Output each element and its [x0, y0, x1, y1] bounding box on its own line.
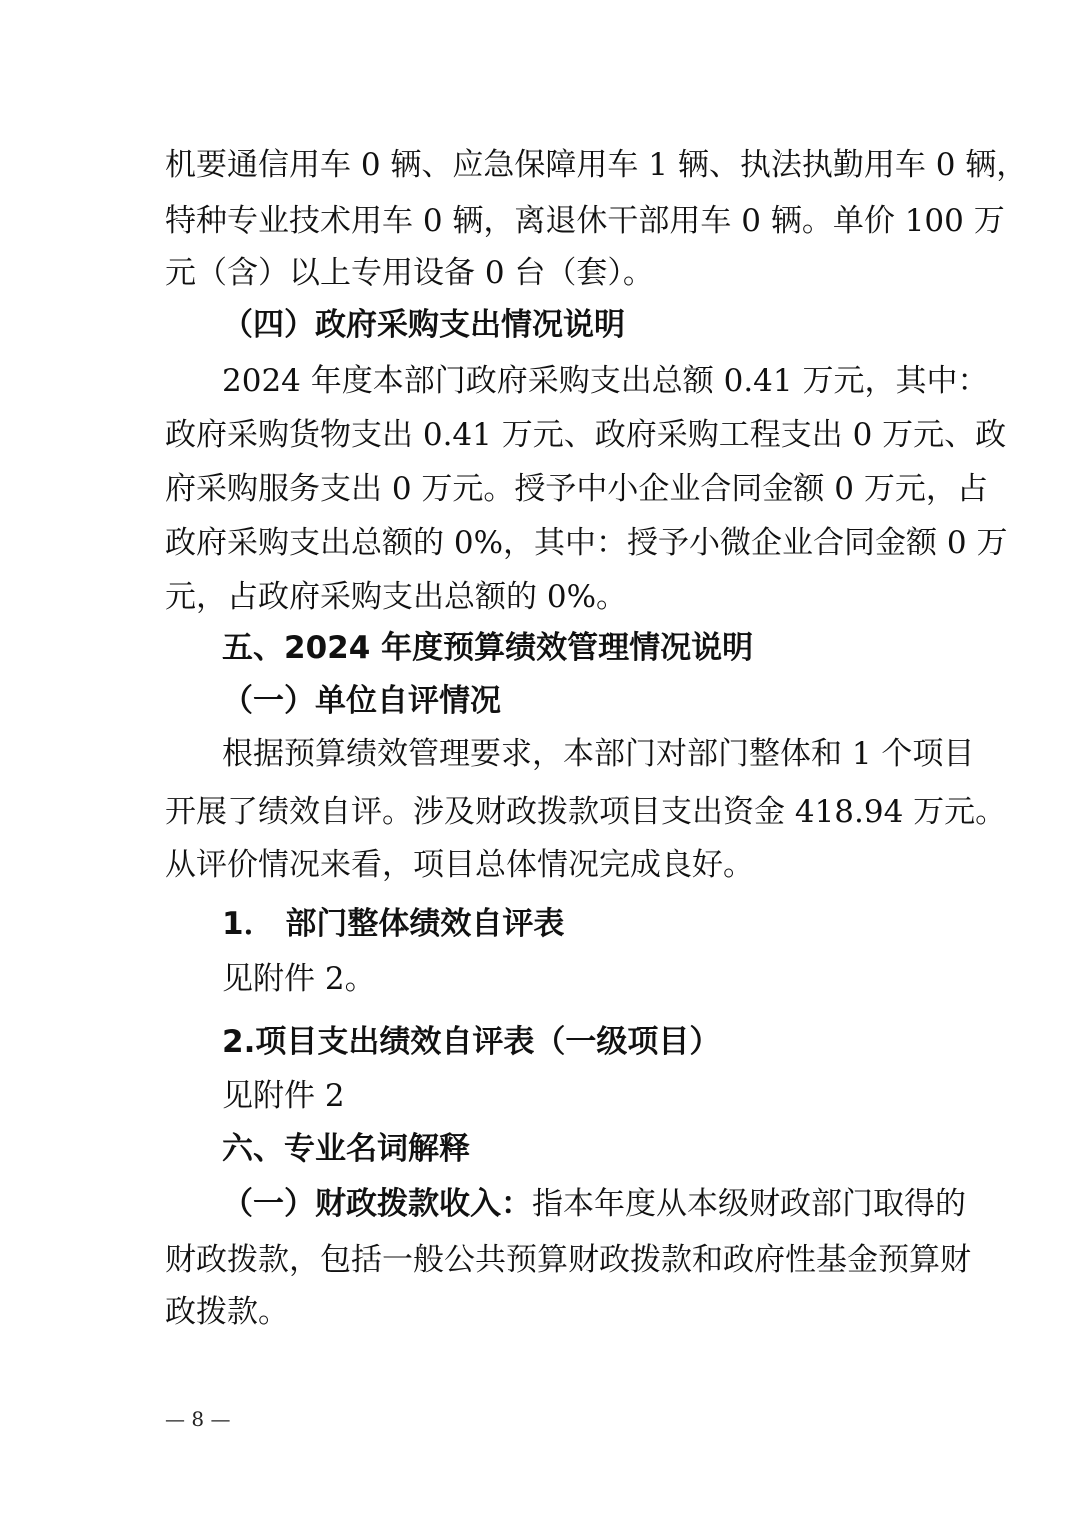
vehicles-line-1: 机要通信用车 0 辆、应急保障用车 1 辆、执法执勤用车 0 辆， [165, 147, 1028, 183]
definition-1-line-1-rest: 指本年度从本级财政部门取得的 [532, 1186, 966, 1222]
vehicles-line-2: 特种专业技术用车 0 辆，离退休干部用车 0 辆。单价 100 万 [165, 203, 1005, 239]
page-number: — 8 — [165, 1407, 231, 1431]
definition-1-line-1 [222, 1184, 966, 1224]
item-2-text: 见附件 2 [222, 1078, 345, 1114]
definition-1-line-3: 政拨款。 [165, 1294, 289, 1330]
self-eval-line-2: 开展了绩效自评。涉及财政拨款项目支出资金 418.94 万元。 [165, 794, 1007, 830]
section-5-1-heading: （一）单位自评情况 [222, 683, 501, 719]
item-2-heading: 2.项目支出绩效自评表（一级项目） [222, 1024, 721, 1060]
chapter-5-heading: 五、2024 年度预算绩效管理情况说明 [222, 630, 754, 666]
definition-1-term: （一）财政拨款收入： [222, 1186, 532, 1222]
procurement-line-4: 政府采购支出总额的 0%，其中：授予小微企业合同金额 0 万 [165, 525, 1008, 561]
vehicles-line-3: 元（含）以上专用设备 0 台（套）。 [165, 255, 654, 291]
self-eval-line-1: 根据预算绩效管理要求，本部门对部门整体和 1 个项目 [222, 736, 975, 772]
procurement-line-3: 府采购服务支出 0 万元。授予中小企业合同金额 0 万元，占 [165, 471, 988, 507]
chapter-6-heading: 六、专业名词解释 [222, 1131, 470, 1167]
procurement-line-5: 元，占政府采购支出总额的 0%。 [165, 579, 628, 615]
definition-1-line-2: 财政拨款，包括一般公共预算财政拨款和政府性基金预算财 [165, 1242, 971, 1278]
procurement-line-1: 2024 年度本部门政府采购支出总额 0.41 万元，其中： [222, 363, 989, 399]
item-1-heading [222, 904, 564, 944]
item-1-text: 见附件 2。 [222, 961, 376, 997]
procurement-line-2: 政府采购货物支出 0.41 万元、政府采购工程支出 0 万元、政 [165, 417, 1007, 453]
self-eval-line-3: 从评价情况来看，项目总体情况完成良好。 [165, 847, 754, 883]
item-1-heading-text: 1． 部门整体绩效自评表 [222, 906, 565, 942]
section-4-heading: （四）政府采购支出情况说明 [222, 307, 625, 343]
